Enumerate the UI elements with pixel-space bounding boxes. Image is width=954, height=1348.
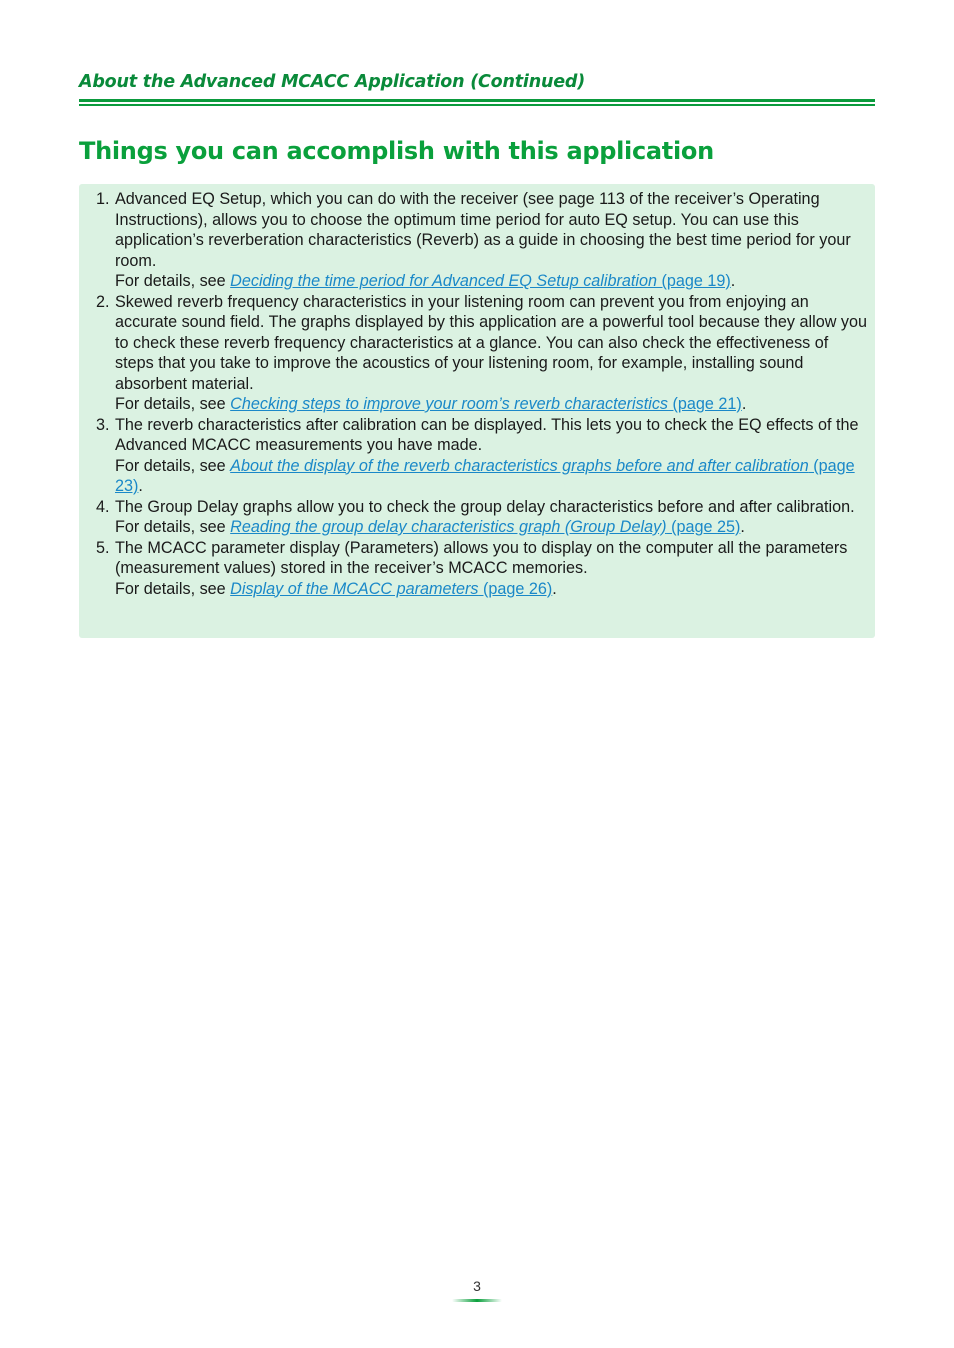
item-text: The MCACC parameter display (Parameters) allows you to display on the computer all the parameters (measurement values) stored in the receiver’s MCACC memories. [115, 538, 848, 577]
details-suffix: . [138, 477, 143, 495]
item-text: The reverb characteristics after calibration can be displayed. This lets you to check the EQ effects of the Advanced MCACC measurements you have made. [115, 415, 859, 454]
item-number: 4. [96, 497, 110, 516]
details-suffix: . [740, 518, 745, 536]
details-prefix: For details, see [115, 395, 231, 413]
running-header: About the Advanced MCACC Application (Continued) [79, 72, 586, 92]
section-title: Things you can accomplish with this application [79, 137, 714, 165]
link-title: Reading the group delay characteristics graph (Group Delay) [230, 518, 667, 536]
details-prefix: For details, see [115, 272, 231, 290]
list-item [79, 497, 869, 538]
feature-list [79, 189, 869, 599]
link-title: Display of the MCACC parameters [230, 579, 479, 598]
details-link-mcacc-parameters[interactable] [230, 580, 552, 598]
link-title: Checking steps to improve your room’s reverb characteristics [230, 395, 669, 413]
details-link-room-reverb[interactable] [230, 395, 742, 413]
list-item [79, 538, 869, 600]
list-item [79, 189, 869, 292]
page-number-underline [452, 1299, 502, 1302]
link-page: (page 26) [478, 579, 553, 598]
item-number: 2. [96, 292, 110, 311]
list-item [79, 415, 869, 497]
link-title: About the display of the reverb characteristics graphs before and after calibration [230, 456, 809, 475]
list-item [79, 292, 869, 415]
link-page: (page 25) [666, 518, 741, 536]
link-page: (page 21) [668, 395, 742, 413]
details-suffix: . [730, 272, 736, 290]
link-page: (page 23) [115, 456, 855, 495]
item-details [115, 456, 869, 497]
content-box [79, 184, 875, 638]
details-suffix: . [741, 395, 747, 413]
link-page: (page 19) [656, 272, 731, 290]
item-number: 3. [96, 415, 110, 434]
item-text: Skewed reverb frequency characteristics in your listening room can prevent you from enjoying an accurate sound field. The graphs displayed by this application are a powerful tool because they allow you to check these reverb frequency characteristics at a glance. You can also check the effectiveness of steps that you take to improve the acoustics of your listening room, for example, installing sound absorbent material. [115, 292, 867, 393]
item-details [115, 517, 869, 538]
details-prefix: For details, see [115, 456, 231, 475]
item-text: Advanced EQ Setup, which you can do with the receiver (see page 113 of the receiver’s Operating Instructions), allows you to choose the optimum time period for auto EQ setup. You can use this application’s reverberation characteristics (Reverb) as a guide in choosing the best time period for your room. [115, 190, 851, 270]
item-text: The Group Delay graphs allow you to check the group delay characteristics before and after calibration. [115, 497, 855, 516]
header-rule-thick [79, 99, 875, 102]
item-details [115, 579, 869, 600]
item-number: 5. [96, 538, 110, 557]
item-details [115, 271, 869, 292]
details-link-advanced-eq[interactable] [230, 272, 731, 290]
details-prefix: For details, see [115, 579, 231, 598]
page-number: 3 [473, 1278, 481, 1294]
header-rule-thin [79, 104, 875, 106]
details-prefix: For details, see [115, 518, 231, 536]
item-number: 1. [96, 190, 110, 208]
details-link-group-delay[interactable] [230, 518, 740, 536]
item-details [115, 394, 869, 415]
details-suffix: . [552, 579, 557, 598]
link-title: Deciding the time period for Advanced EQ Setup calibration [230, 272, 657, 290]
